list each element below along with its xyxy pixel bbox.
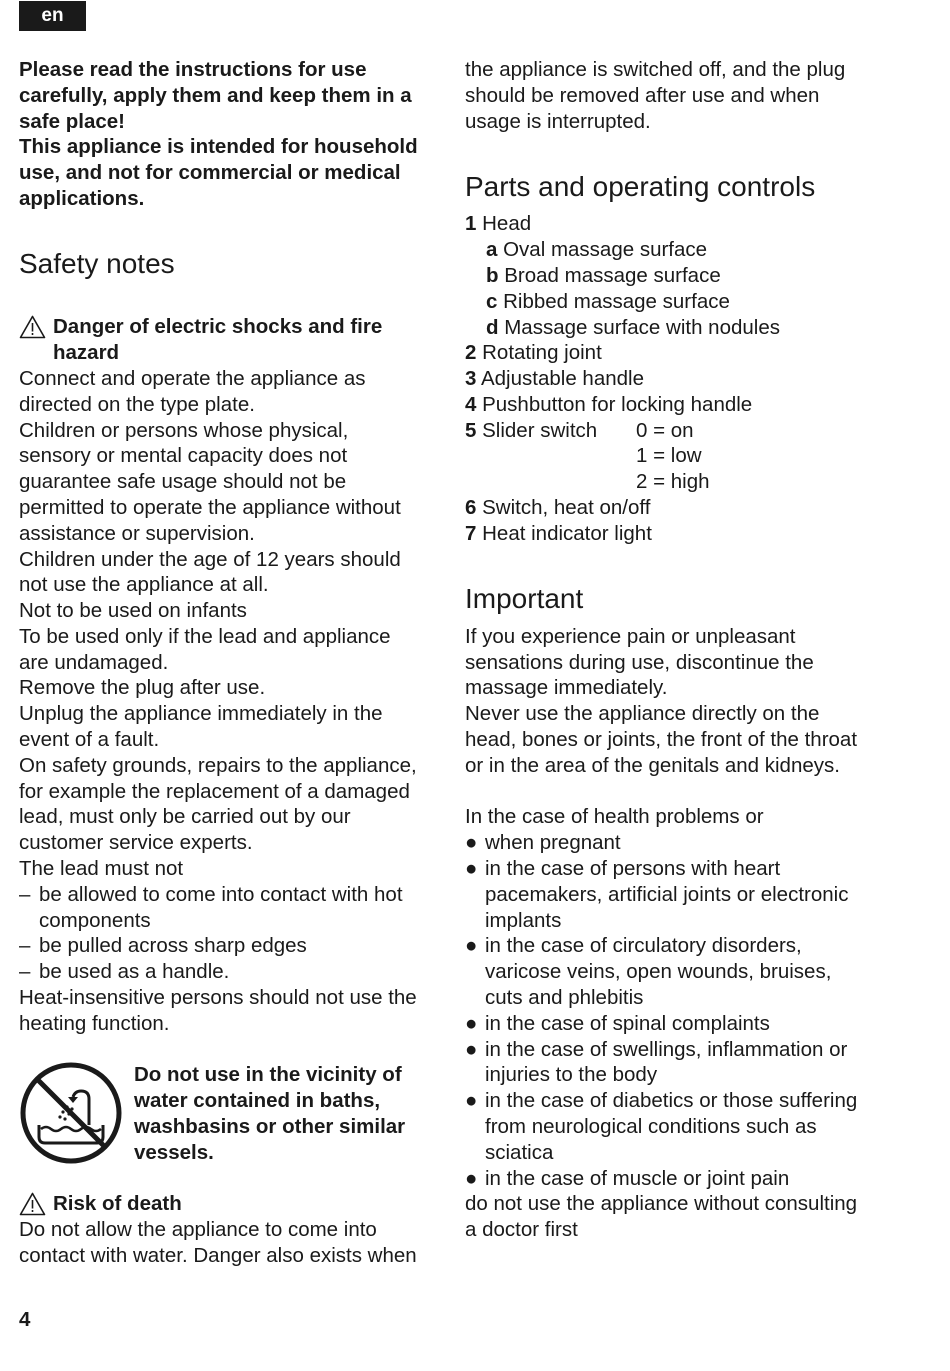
risk-heading: Risk of death: [53, 1192, 182, 1215]
part-number: 6: [465, 496, 477, 519]
part-number: a: [486, 238, 498, 261]
safety-text: Children or persons whose physical,: [19, 419, 349, 442]
health-bullet: in the case of spinal complaints: [485, 1012, 770, 1035]
part-number: 2: [465, 341, 477, 364]
part-subitem: [486, 289, 730, 315]
dash-item: be allowed to come into contact with hot: [39, 883, 403, 906]
parts-heading: Parts and operating controls: [465, 171, 816, 202]
safety-text: directed on the type plate.: [19, 393, 255, 416]
safety-notes-heading: Safety notes: [19, 248, 175, 279]
safety-text: are undamaged.: [19, 651, 169, 674]
part-number: 7: [465, 522, 477, 545]
health-bullet: in the case of swellings, inflammation or: [485, 1038, 848, 1061]
intro-line: Please read the instructions for use: [19, 58, 367, 81]
bullet-dot: ●: [465, 831, 478, 854]
safety-text: Heat-insensitive persons should not use the: [19, 986, 417, 1009]
dash-item: be used as a handle.: [39, 960, 230, 983]
part-subitem: [486, 315, 780, 341]
health-bullet: in the case of persons with heart: [485, 857, 781, 880]
part-item: [465, 392, 752, 418]
danger-heading: Danger of electric shocks and fire: [53, 315, 383, 338]
health-bullet: varicose veins, open wounds, bruises,: [485, 960, 832, 983]
part-label: Massage surface with nodules: [504, 316, 780, 339]
no-bath-water-icon: [19, 1061, 123, 1165]
health-bullet: from neurological conditions such as: [485, 1115, 817, 1138]
intro-line: use, and not for commercial or medical: [19, 161, 401, 184]
part-number: d: [486, 316, 499, 339]
dash-bullet: –: [19, 934, 31, 957]
health-intro: In the case of health problems or: [465, 805, 764, 828]
safety-text: heating function.: [19, 1012, 170, 1035]
bullet-dot: ●: [465, 934, 478, 957]
dash-bullet: –: [19, 883, 31, 906]
part-item: [465, 495, 650, 521]
health-bullet: in the case of muscle or joint pain: [485, 1167, 790, 1190]
water-warning-text: vessels.: [134, 1141, 214, 1164]
important-text: or in the area of the genitals and kidneys.: [465, 754, 840, 777]
closing-text: do not use the appliance without consulting: [465, 1192, 858, 1215]
safety-text: Not to be used on infants: [19, 599, 247, 622]
closing-text: a doctor first: [465, 1218, 578, 1241]
safety-text: The lead must not: [19, 857, 184, 880]
part-label: Slider switch: [482, 419, 598, 442]
language-tag: en: [19, 1, 86, 31]
part-number: 3: [465, 367, 477, 390]
page-number: 4: [19, 1308, 31, 1331]
continued-text: usage is interrupted.: [465, 110, 651, 133]
safety-text: permitted to operate the appliance without: [19, 496, 401, 519]
health-bullet: in the case of diabetics or those suffering: [485, 1089, 858, 1112]
safety-text: sensory or mental capacity does not: [19, 444, 348, 467]
water-warning-text: water contained in baths,: [134, 1089, 381, 1112]
intro-line: safe place!: [19, 110, 125, 133]
important-heading: Important: [465, 583, 584, 614]
part-label: Broad massage surface: [504, 264, 721, 287]
bullet-dot: ●: [465, 1167, 478, 1190]
safety-text: Connect and operate the appliance as: [19, 367, 366, 390]
danger-heading: hazard: [53, 341, 120, 364]
part-item: [465, 211, 531, 237]
safety-text: Children under the age of 12 years should: [19, 548, 401, 571]
part-number: 4: [465, 393, 477, 416]
important-text: Never use the appliance directly on the: [465, 702, 820, 725]
bullet-dot: ●: [465, 1089, 478, 1112]
important-text: head, bones or joints, the front of the throat: [465, 728, 858, 751]
warning-triangle-icon: [19, 1192, 46, 1216]
important-text: If you experience pain or unpleasant: [465, 625, 796, 648]
bullet-dot: ●: [465, 1038, 478, 1061]
water-warning-text: Do not use in the vicinity of: [134, 1063, 402, 1086]
part-label: Pushbutton for locking handle: [482, 393, 753, 416]
part-number: 5: [465, 419, 477, 442]
part-label: Oval massage surface: [503, 238, 708, 261]
part-item: [465, 418, 597, 444]
safety-text: Remove the plug after use.: [19, 676, 266, 699]
dash-item: components: [39, 909, 151, 932]
part-item: [465, 521, 652, 547]
part-label: Adjustable handle: [480, 367, 644, 390]
part-number: b: [486, 264, 499, 287]
safety-text: To be used only if the lead and appliance: [19, 625, 391, 648]
safety-text: assistance or supervision.: [19, 522, 255, 545]
safety-text: lead, must only be carried out by our: [19, 805, 351, 828]
health-bullet: pacemakers, artificial joints or electronic: [485, 883, 849, 906]
safety-text: On safety grounds, repairs to the appliance,: [19, 754, 417, 777]
part-number: 1: [465, 212, 477, 235]
dash-bullet: –: [19, 960, 31, 983]
intro-line: This appliance is intended for household: [19, 135, 418, 158]
part-label: Switch, heat on/off: [482, 496, 651, 519]
intro-line: carefully, apply them and keep them in a: [19, 84, 412, 107]
slider-value: 2 = high: [636, 470, 710, 493]
water-warning-text: washbasins or other similar: [134, 1115, 406, 1138]
risk-text: Do not allow the appliance to come into: [19, 1218, 377, 1241]
health-bullet: implants: [485, 909, 562, 932]
safety-text: for example the replacement of a damaged: [19, 780, 410, 803]
health-bullet: cuts and phlebitis: [485, 986, 644, 1009]
intro-line: applications.: [19, 187, 145, 210]
dash-item: be pulled across sharp edges: [39, 934, 307, 957]
safety-text: customer service experts.: [19, 831, 253, 854]
part-subitem: [486, 237, 707, 263]
part-label: Head: [482, 212, 532, 235]
important-text: sensations during use, discontinue the: [465, 651, 814, 674]
safety-text: not use the appliance at all.: [19, 573, 269, 596]
safety-text: guarantee safe usage should not be: [19, 470, 347, 493]
part-item: [465, 366, 644, 392]
health-bullet: sciatica: [485, 1141, 554, 1164]
important-text: massage immediately.: [465, 676, 668, 699]
continued-text: should be removed after use and when: [465, 84, 820, 107]
health-bullet: when pregnant: [485, 831, 621, 854]
part-subitem: [486, 263, 721, 289]
health-bullet: in the case of circulatory disorders,: [485, 934, 802, 957]
safety-text: event of a fault.: [19, 728, 160, 751]
bullet-dot: ●: [465, 857, 478, 880]
slider-value: 1 = low: [636, 444, 702, 467]
slider-value: 0 = on: [636, 419, 694, 442]
part-number: c: [486, 290, 498, 313]
health-bullet: injuries to the body: [485, 1063, 658, 1086]
risk-text: contact with water. Danger also exists when: [19, 1244, 417, 1267]
safety-text: Unplug the appliance immediately in the: [19, 702, 383, 725]
continued-text: the appliance is switched off, and the plug: [465, 58, 846, 81]
part-item: [465, 340, 602, 366]
warning-triangle-icon: [19, 315, 46, 339]
part-label: Ribbed massage surface: [503, 290, 730, 313]
bullet-dot: ●: [465, 1012, 478, 1035]
part-label: Rotating joint: [482, 341, 602, 364]
part-label: Heat indicator light: [482, 522, 652, 545]
